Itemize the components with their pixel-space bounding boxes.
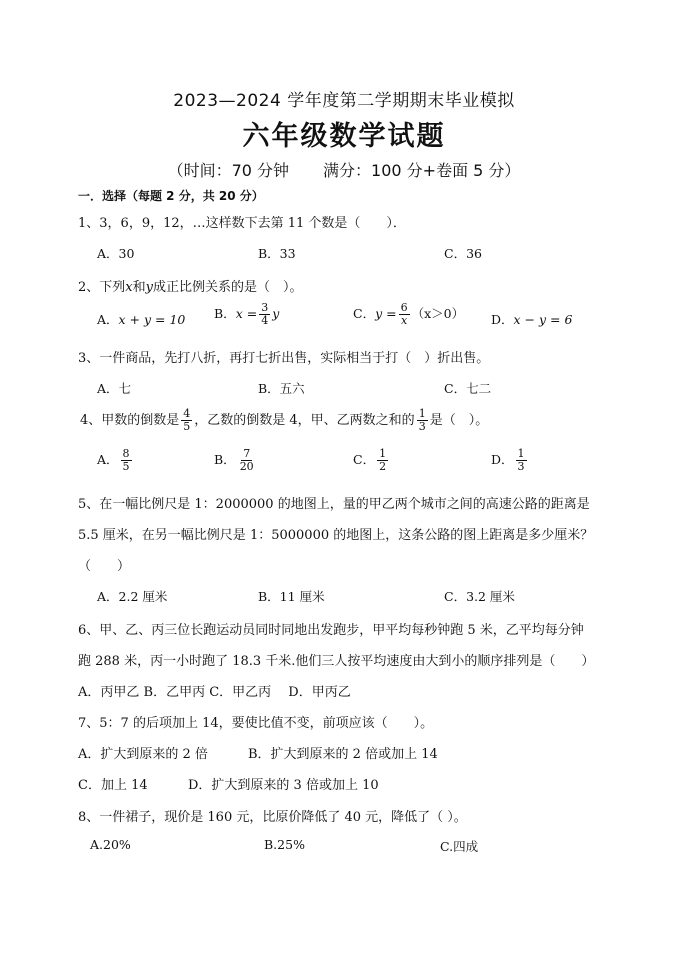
q4-option-d bbox=[491, 448, 529, 473]
q1-option-a: A．30 bbox=[97, 246, 135, 261]
q2-c-pre: y = bbox=[375, 306, 397, 321]
q8-option-a: A.20% bbox=[90, 837, 131, 852]
question-5-line-3: （ ） bbox=[78, 559, 131, 574]
question-6-options: A．丙甲乙 B．乙甲丙 C．甲乙丙 D．甲丙乙 bbox=[78, 685, 351, 700]
q4-f2-num: 1 bbox=[418, 407, 426, 420]
q2-c-label: C． bbox=[353, 306, 376, 321]
q8-option-c: C.四成 bbox=[440, 839, 479, 854]
q4-a-den: 5 bbox=[122, 460, 130, 473]
q2-b-fraction bbox=[259, 302, 270, 327]
q4-b-den: 20 bbox=[239, 460, 254, 473]
q4-c-label: C． bbox=[353, 452, 376, 467]
q2-option-d bbox=[491, 310, 572, 328]
q4-d-den: 3 bbox=[517, 460, 525, 473]
exam-score: 满分：100 分+卷面 5 分） bbox=[323, 161, 521, 180]
q1-option-b: B．33 bbox=[258, 246, 296, 261]
q4-pre: 4、甲数的倒数是 bbox=[80, 413, 180, 428]
q2-b-pre: x = bbox=[235, 306, 258, 321]
section-heading: 一．选择（每题 2 分，共 20 分） bbox=[78, 189, 264, 203]
q5-option-a: A．2.2 厘米 bbox=[97, 589, 168, 604]
exam-time-score-line bbox=[0, 158, 688, 181]
q4-b-label: B． bbox=[214, 452, 236, 467]
q2-c-fraction bbox=[399, 302, 410, 327]
q3-option-b: B．五六 bbox=[258, 381, 305, 396]
question-4 bbox=[80, 408, 488, 433]
q2-a-label: A． bbox=[97, 312, 119, 327]
q4-d-fraction bbox=[516, 448, 527, 473]
q1-option-c: C．36 bbox=[444, 246, 482, 261]
q4-option-c bbox=[353, 448, 390, 473]
q5-option-c: C．3.2 厘米 bbox=[444, 589, 515, 604]
q7-option-c: C．加上 14 bbox=[78, 778, 148, 793]
q2-option-b bbox=[214, 302, 279, 327]
q3-option-c: C．七二 bbox=[444, 381, 492, 396]
q4-d-num: 1 bbox=[517, 447, 525, 460]
q2-c-den: x bbox=[400, 314, 408, 327]
question-5-line-1: 5、在一幅比例尺是 1：2000000 的地图上，量的甲乙两个城市之间的高速公路的距离是 bbox=[78, 497, 590, 512]
q2-var-y: y bbox=[145, 280, 153, 295]
q4-c-num: 1 bbox=[379, 447, 387, 460]
q2-stem-post: 成正比例关系的是（ ）。 bbox=[153, 280, 303, 295]
question-8: 8、一件裙子，现价是 160 元，比原价降低了 40 元，降低了（ ）。 bbox=[78, 810, 467, 825]
q2-c-post: （x＞0） bbox=[411, 306, 465, 321]
q4-fraction-2 bbox=[417, 408, 428, 433]
q4-f2-den: 3 bbox=[418, 420, 426, 433]
q2-stem-mid: 和 bbox=[132, 280, 146, 295]
question-7: 7、5：7 的后项加上 14，要使比值不变，前项应该（ ）。 bbox=[78, 716, 434, 731]
question-3: 3、一件商品，先打八折，再打七折出售，实际相当于打（ ）折出售。 bbox=[78, 351, 490, 366]
q4-post: 是（ ）。 bbox=[429, 413, 489, 428]
exam-time: （时间：70 分钟 bbox=[167, 161, 290, 180]
q2-option-c bbox=[353, 302, 464, 327]
question-6-line-2: 跑 288 米，丙一小时跑了 18.3 千米.他们三人按平均速度由大到小的顺序排列是（ ） bbox=[78, 654, 595, 669]
question-1: 1、3，6，9，12，…这样数下去第 11 个数是（ ）． bbox=[78, 216, 406, 231]
exam-term-line: 2023—2024 学年度第二学期期末毕业模拟 bbox=[173, 91, 515, 111]
q7-option-d: D．扩大到原来的 3 倍或加上 10 bbox=[188, 778, 379, 793]
question-5-line-2: 5.5 厘米，在另一幅比例尺是 1：5000000 的地图上，这条公路的图上距离是多少厘米？ bbox=[78, 528, 594, 543]
q4-a-num: 8 bbox=[122, 447, 130, 460]
q2-b-den: 4 bbox=[261, 314, 269, 327]
q4-mid: ，乙数的倒数是 4，甲、乙两数之和的 bbox=[194, 413, 415, 428]
q4-b-num: 7 bbox=[243, 447, 251, 460]
q2-var-x: x bbox=[125, 280, 133, 295]
q4-f1-num: 4 bbox=[183, 407, 191, 420]
q7-option-b: B．扩大到原来的 2 倍或加上 14 bbox=[248, 747, 438, 762]
question-6-line-1: 6、甲、乙、丙三位长跑运动员同时同地出发跑步，甲平均每秒钟跑 5 米，乙平均每分钟 bbox=[78, 623, 584, 638]
q7-option-a: A．扩大到原来的 2 倍 bbox=[78, 747, 208, 762]
q2-b-num: 3 bbox=[261, 301, 269, 314]
q4-a-label: A． bbox=[97, 452, 119, 467]
q4-fraction-1 bbox=[181, 408, 192, 433]
q2-d-expr: x − y = 6 bbox=[513, 312, 573, 327]
q4-option-b bbox=[214, 448, 258, 473]
q4-f1-den: 5 bbox=[183, 420, 191, 433]
q4-c-den: 2 bbox=[379, 460, 387, 473]
q2-d-label: D． bbox=[491, 312, 514, 327]
exam-title: 六年级数学试题 bbox=[242, 121, 446, 152]
q4-a-fraction bbox=[121, 448, 132, 473]
q2-option-a bbox=[97, 310, 185, 328]
q2-c-num: 6 bbox=[400, 301, 408, 314]
q4-d-label: D． bbox=[491, 452, 514, 467]
q3-option-a: A．七 bbox=[97, 381, 132, 396]
question-2 bbox=[78, 276, 303, 295]
q2-a-expr: x + y = 10 bbox=[118, 312, 186, 327]
q4-c-fraction bbox=[377, 448, 388, 473]
q2-stem-pre: 2、下列 bbox=[78, 280, 126, 295]
q4-option-a bbox=[97, 448, 134, 473]
q8-option-b: B.25% bbox=[264, 837, 305, 852]
q2-b-label: B． bbox=[214, 306, 236, 321]
q2-b-post: y bbox=[272, 306, 280, 321]
q4-b-fraction bbox=[238, 448, 256, 473]
q5-option-b: B．11 厘米 bbox=[258, 589, 325, 604]
